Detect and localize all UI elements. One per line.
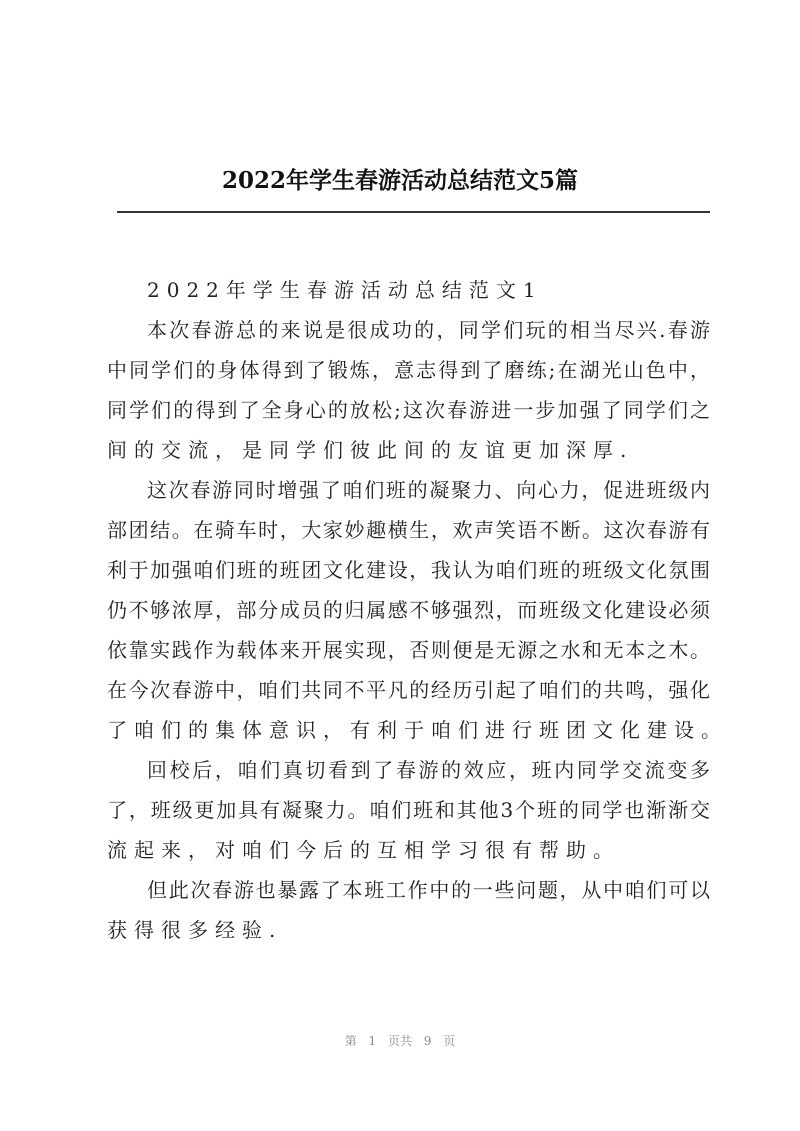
paragraph-line: 仍不够浓厚，部分成员的归属感不够强烈，而班级文化建设必须 xyxy=(107,598,710,622)
paragraph-line: 这次春游同时增强了咱们班的凝聚力、向心力，促进班级内 xyxy=(147,478,710,502)
paragraph-line: 了咱们的集体意识，有利于咱们进行班团文化建设。 xyxy=(107,718,728,742)
page-footer: 第 1 页共 9 页 xyxy=(344,1034,456,1048)
paragraph-line: 在今次春游中，咱们共同不平凡的经历引起了咱们的共鸣，强化 xyxy=(107,678,710,702)
section-heading: 2022年学生春游活动总结范文1 xyxy=(147,278,543,302)
paragraph-line: 利于加强咱们班的班团文化建设，我认为咱们班的班级文化氛围 xyxy=(107,558,710,582)
document-title: 2022年学生春游活动总结范文5篇 xyxy=(221,167,579,194)
document-body xyxy=(107,270,728,950)
paragraph-line: 流起来，对咱们今后的互相学习很有帮助。 xyxy=(107,838,620,862)
paragraph-line: 同学们的得到了全身心的放松;这次春游进一步加强了同学们之 xyxy=(107,398,710,422)
paragraph-line: 获得很多经验. xyxy=(107,918,283,942)
paragraph-line: 依靠实践作为载体来开展实现，否则便是无源之水和无本之木。 xyxy=(107,638,710,662)
paragraph-line: 间的交流，是同学们彼此间的友谊更加深厚. xyxy=(107,438,634,462)
paragraph-line: 中同学们的身体得到了锻炼，意志得到了磨练;在湖光山色中， xyxy=(107,358,710,382)
paragraph-line: 部团结。在骑车时，大家妙趣横生，欢声笑语不断。这次春游有 xyxy=(107,518,710,542)
paragraph-line: 回校后，咱们真切看到了春游的效应，班内同学交流变多 xyxy=(147,758,710,782)
paragraph-line: 了，班级更加具有凝聚力。咱们班和其他3个班的同学也渐渐交 xyxy=(107,798,710,822)
paragraph-line: 本次春游总的来说是很成功的，同学们玩的相当尽兴.春游 xyxy=(147,318,710,342)
paragraph-line: 但此次春游也暴露了本班工作中的一些问题，从中咱们可以 xyxy=(147,878,710,902)
title-divider xyxy=(117,211,710,213)
